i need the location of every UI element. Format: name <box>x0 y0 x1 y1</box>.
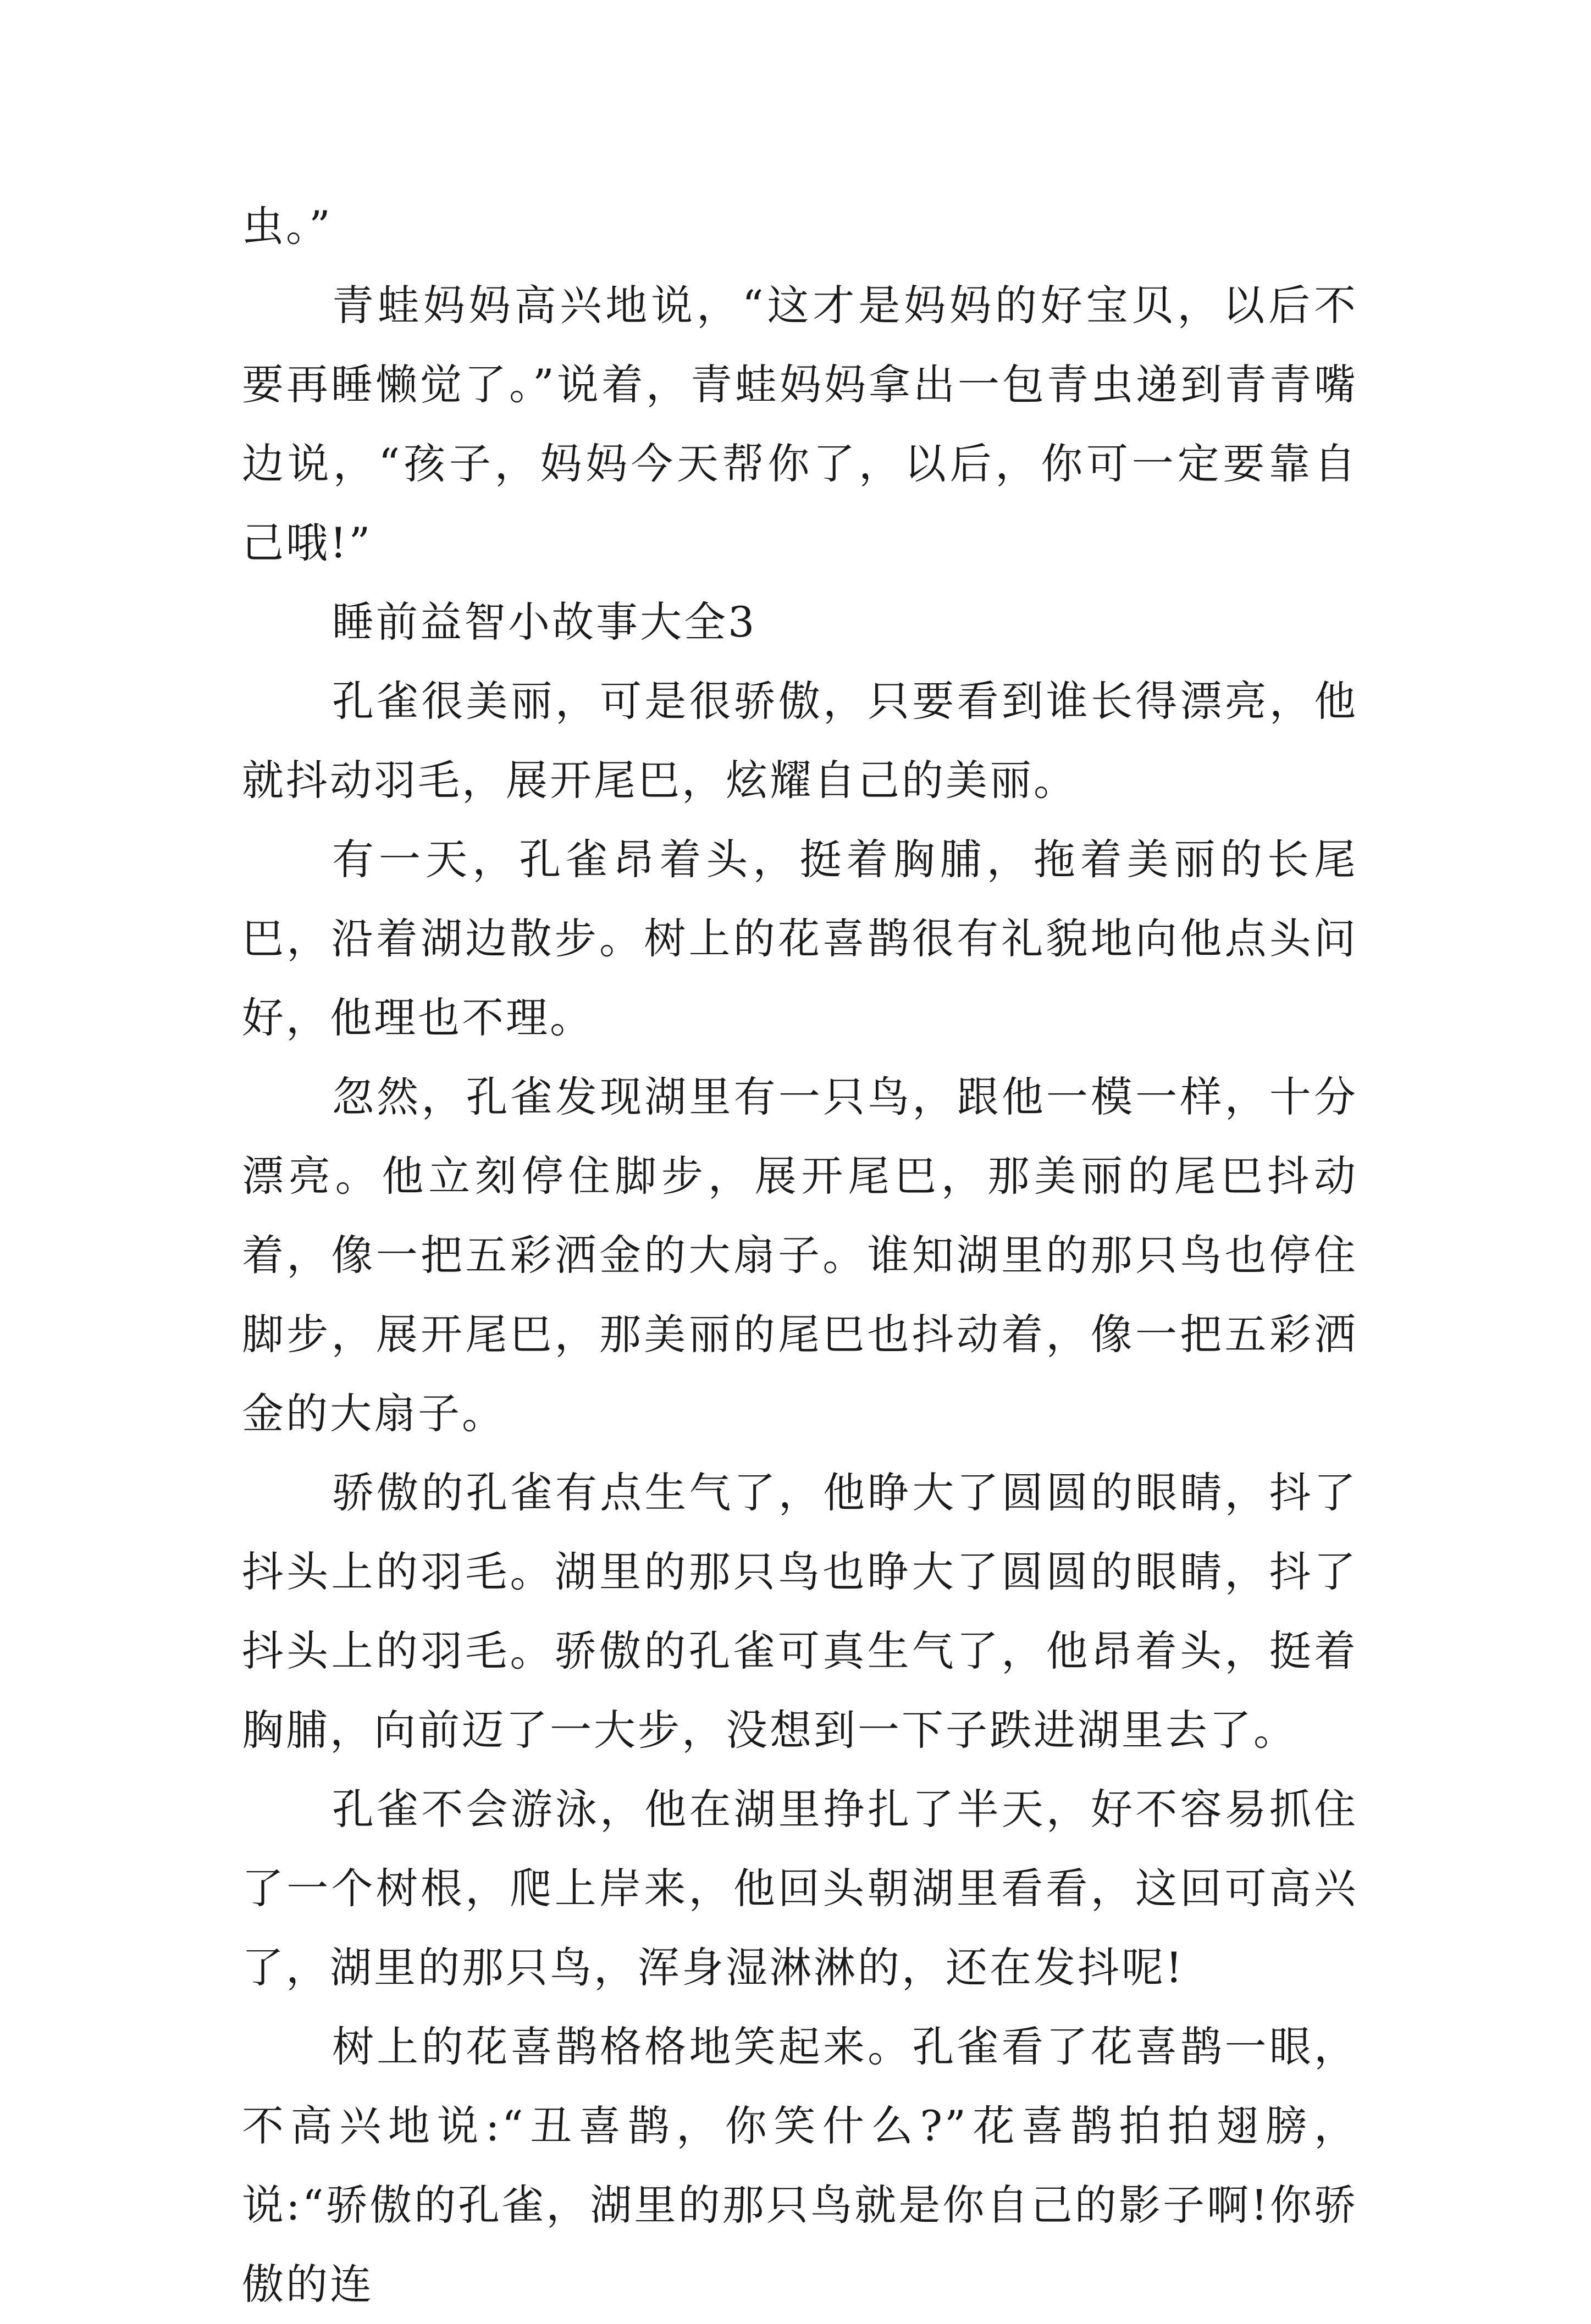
document-page <box>242 187 1358 2324</box>
paragraph-peacock-walk: 有一天，孔雀昂着头，挺着胸脯，拖着美丽的长尾巴，沿着湖边散步。树上的花喜鹊很有礼貌地向他点头问好，他理也不理。 <box>242 835 1358 1042</box>
paragraph-frog-mother: 青蛙妈妈高兴地说，“这才是妈妈的好宝贝，以后不要再睡懒觉了。”说着，青蛙妈妈拿出一包青虫递到青青嘴边说，“孩子，妈妈今天帮你了，以后，你可一定要靠自己哦!” <box>242 281 1358 567</box>
paragraph-peacock-angry: 骄傲的孔雀有点生气了，他睁大了圆圆的眼睛，抖了抖头上的羽毛。湖里的那只鸟也睁大了圆圆的眼睛，抖了抖头上的羽毛。骄傲的孔雀可真生气了，他昂着头，挺着胸脯，向前迈了一大步，没想到一下子跌进湖里去了。 <box>242 1468 1358 1755</box>
paragraph-peacock-intro: 孔雀很美丽，可是很骄傲，只要看到谁长得漂亮，他就抖动羽毛，展开尾巴，炫耀自己的美丽。 <box>242 677 1358 805</box>
paragraph-magpie-laugh: 树上的花喜鹊格格地笑起来。孔雀看了花喜鹊一眼，不高兴地说:“丑喜鹊，你笑什么?”花喜鹊拍拍翅膀，说:“骄傲的孔雀，湖里的那只鸟就是你自己的影子啊!你骄傲的连 <box>242 2022 1358 2309</box>
section-heading: 睡前益智小故事大全3 <box>332 597 757 646</box>
paragraph-peacock-swim: 孔雀不会游泳，他在湖里挣扎了半天，好不容易抓住了一个树根，爬上岸来，他回头朝湖里看看，这回可高兴了，湖里的那只鸟，浑身湿淋淋的，还在发抖呢! <box>242 1785 1358 1992</box>
paragraph-peacock-reflection: 忽然，孔雀发现湖里有一只鸟，跟他一模一样，十分漂亮。他立刻停住脚步，展开尾巴，那美丽的尾巴抖动着，像一把五彩洒金的大扇子。谁知湖里的那只鸟也停住脚步，展开尾巴，那美丽的尾巴也抖动着，像一把五彩洒金的大扇子。 <box>242 1072 1358 1438</box>
paragraph-continuation: 虫。” <box>242 202 333 251</box>
